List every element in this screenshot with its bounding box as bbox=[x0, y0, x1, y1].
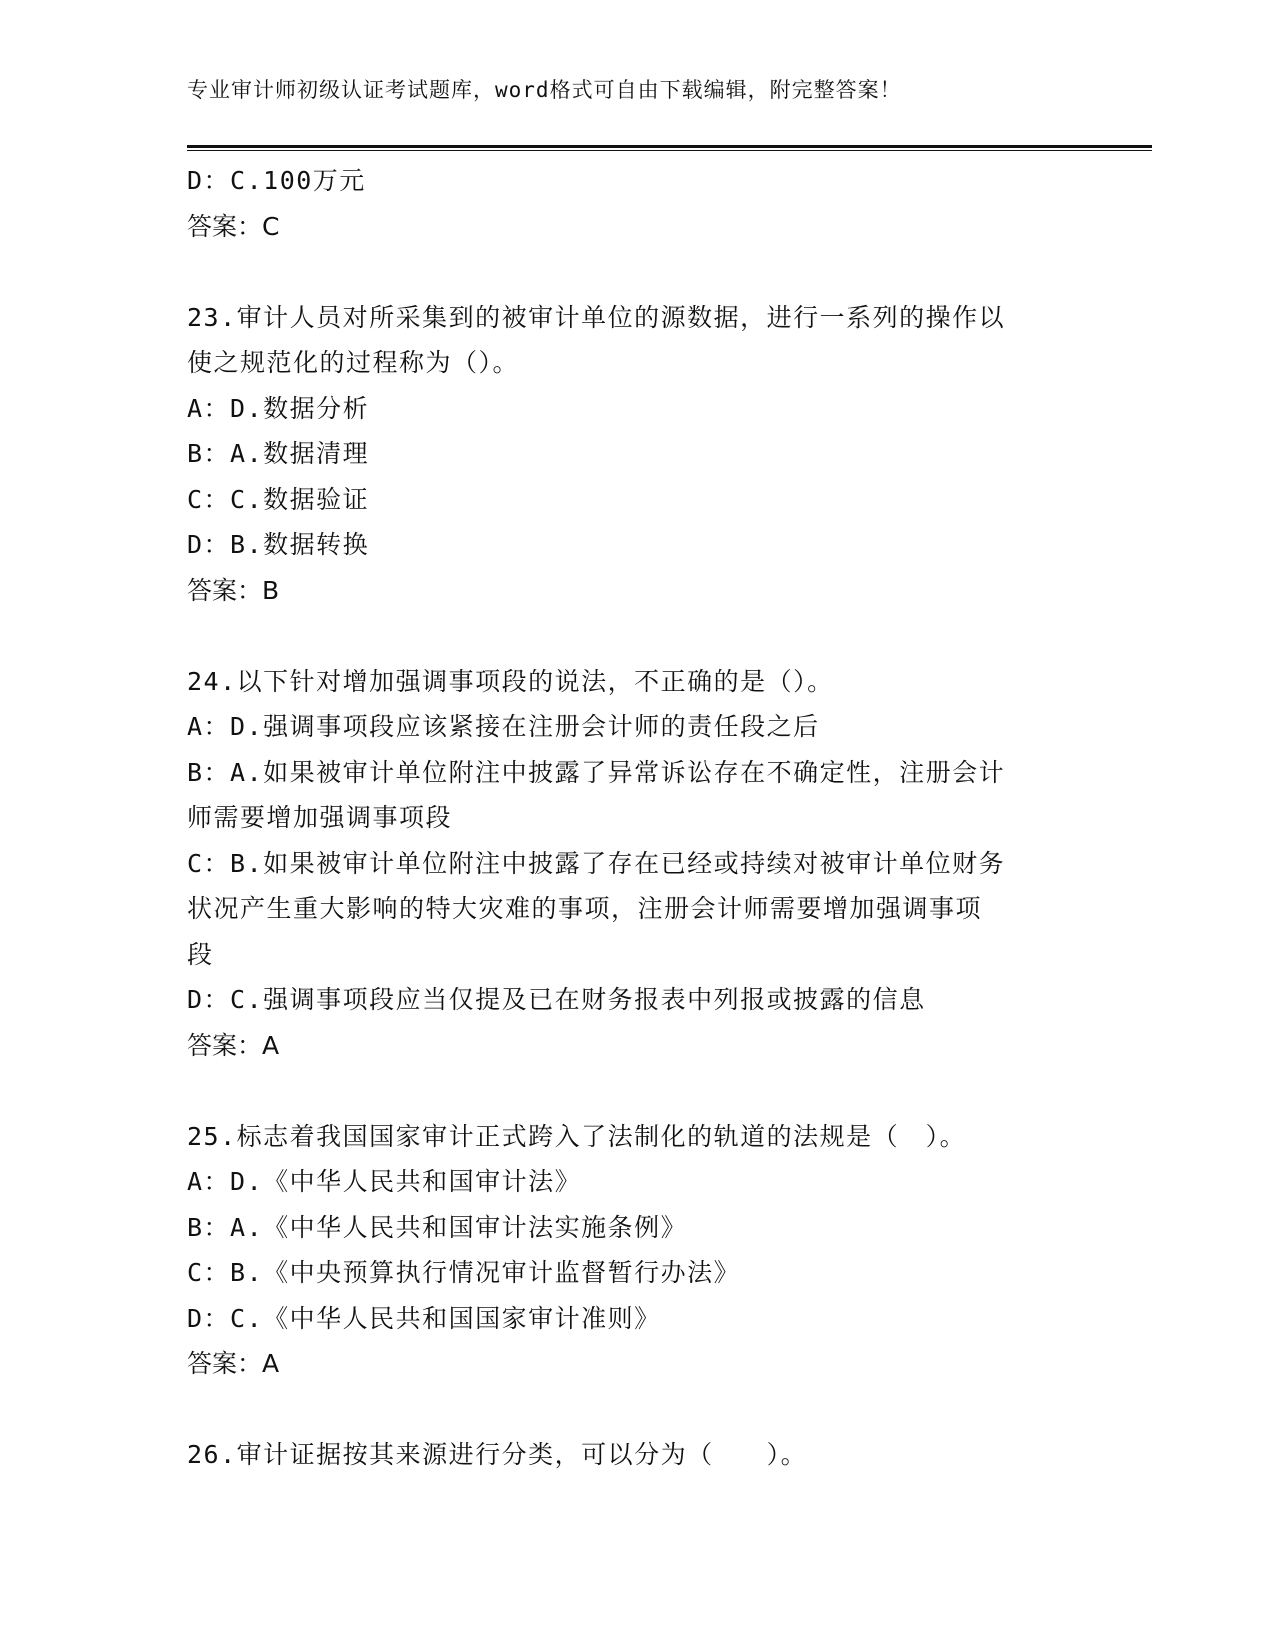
option-b-cont: 师需要增加强调事项段 bbox=[187, 803, 453, 832]
spacer bbox=[187, 613, 1087, 659]
option-a: A：D.数据分析 bbox=[187, 393, 370, 423]
option-d: D：B.数据转换 bbox=[187, 530, 370, 559]
spacer bbox=[187, 1068, 1087, 1114]
option-b: B：A.《中华人民共和国审计法实施条例》 bbox=[187, 1212, 688, 1242]
answer-line: 答案：A bbox=[187, 1030, 280, 1060]
page-header: 专业审计师初级认证考试题库，word格式可自由下载编辑，附完整答案！ bbox=[187, 78, 902, 102]
answer-line: 答案：A bbox=[187, 1349, 280, 1378]
option-a: A：D.强调事项段应该紧接在注册会计师的责任段之后 bbox=[187, 712, 820, 741]
answer-line: 答案：B bbox=[187, 575, 280, 605]
option-a: A：D.《中华人民共和国审计法》 bbox=[187, 1167, 582, 1196]
option-c: C：B.如果被审计单位附注中披露了存在已经或持续对被审计单位财务 bbox=[187, 848, 1006, 878]
question-24-text: 24.以下针对增加强调事项段的说法，不正确的是（）。 bbox=[187, 666, 834, 696]
question-26-text: 26.审计证据按其来源进行分类，可以分为（ ）。 bbox=[187, 1440, 808, 1469]
option-c-cont: 段 bbox=[187, 939, 214, 969]
option-d: D：C.100万元 bbox=[187, 166, 366, 195]
header-rule-thin bbox=[187, 150, 1152, 151]
option-d: D：C.《中华人民共和国国家审计准则》 bbox=[187, 1303, 661, 1333]
question-25-text: 25.标志着我国国家审计正式跨入了法制化的轨道的法规是（ ）。 bbox=[187, 1121, 967, 1151]
spacer bbox=[187, 1387, 1087, 1433]
option-b: B：A.如果被审计单位附注中披露了异常诉讼存在不确定性，注册会计 bbox=[187, 757, 1006, 787]
option-c: C：B.《中央预算执行情况审计监督暂行办法》 bbox=[187, 1258, 741, 1287]
question-23-text-cont: 使之规范化的过程称为（）。 bbox=[187, 348, 520, 377]
option-b: B：A.数据清理 bbox=[187, 439, 370, 468]
header-rule bbox=[187, 145, 1152, 148]
option-d: D：C.强调事项段应当仅提及已在财务报表中列报或披露的信息 bbox=[187, 985, 926, 1014]
question-23-text: 23.审计人员对所采集到的被审计单位的源数据，进行一系列的操作以 bbox=[187, 302, 1006, 332]
question-content bbox=[187, 158, 1087, 1478]
answer-line: 答案：C bbox=[187, 211, 280, 241]
spacer bbox=[187, 249, 1087, 295]
option-c: C：C.数据验证 bbox=[187, 484, 370, 514]
option-c-cont: 状况产生重大影响的特大灾难的事项，注册会计师需要增加强调事项 bbox=[187, 894, 983, 923]
